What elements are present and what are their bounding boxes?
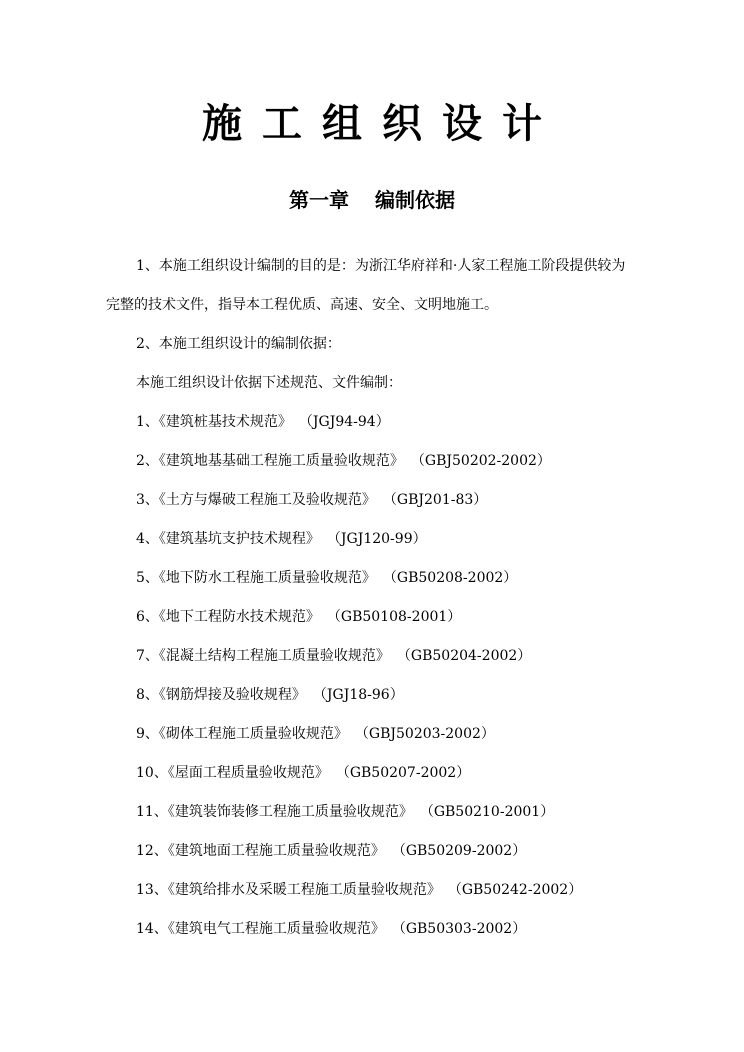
reference-item: 9、《砌体工程施工质量验收规范》 （GBJ50203-2002） — [136, 726, 495, 742]
reference-item: 2、《建筑地基基础工程施工质量验收规范》 （GBJ50202-2002） — [136, 453, 551, 469]
reference-item: 7、《混凝土结构工程施工质量验收规范》 （GB50204-2002） — [136, 648, 532, 664]
reference-item: 5、《地下防水工程施工质量验收规范》 （GB50208-2002） — [136, 570, 518, 586]
paragraph-3: 本施工组织设计依据下述规范、文件编制： — [136, 375, 402, 391]
paragraph-1-line-2: 完整的技术文件，指导本工程优质、高速、安全、文明地施工。 — [106, 297, 498, 313]
reference-item: 11、《建筑装饰装修工程施工质量验收规范》 （GB50210-2001） — [136, 804, 555, 820]
reference-item: 8、《钢筋焊接及验收规程》 （JGJ18-96） — [136, 687, 404, 703]
reference-item: 14、《建筑电气工程施工质量验收规范》 （GB50303-2002） — [136, 921, 527, 937]
chapter-heading — [0, 184, 744, 213]
reference-item: 12、《建筑地面工程施工质量验收规范》 （GB50209-2002） — [136, 843, 527, 859]
page-title: 施工组织设计 — [202, 101, 562, 147]
reference-item: 6、《地下工程防水技术规范》 （GB50108-2001） — [136, 609, 462, 625]
chapter-title: 编制依据 — [375, 188, 455, 212]
reference-item: 4、《建筑基坑支护技术规程》 （JGJ120-99） — [136, 531, 427, 547]
chapter-number: 第一章 — [289, 188, 349, 212]
paragraph-1-line-1: 1、本施工组织设计编制的目的是：为浙江华府祥和·人家工程施工阶段提供较为 — [136, 258, 626, 274]
paragraph-2: 2、本施工组织设计的编制依据： — [136, 336, 341, 352]
reference-item: 10、《屋面工程质量验收规范》 （GB50207-2002） — [136, 765, 471, 781]
reference-item: 3、《土方与爆破工程施工及验收规范》 （GBJ201-83） — [136, 492, 488, 508]
reference-item: 13、《建筑给排水及采暖工程施工质量验收规范》 （GB50242-2002） — [136, 882, 583, 898]
reference-item: 1、《建筑桩基技术规范》 （JGJ94-94） — [136, 414, 390, 430]
